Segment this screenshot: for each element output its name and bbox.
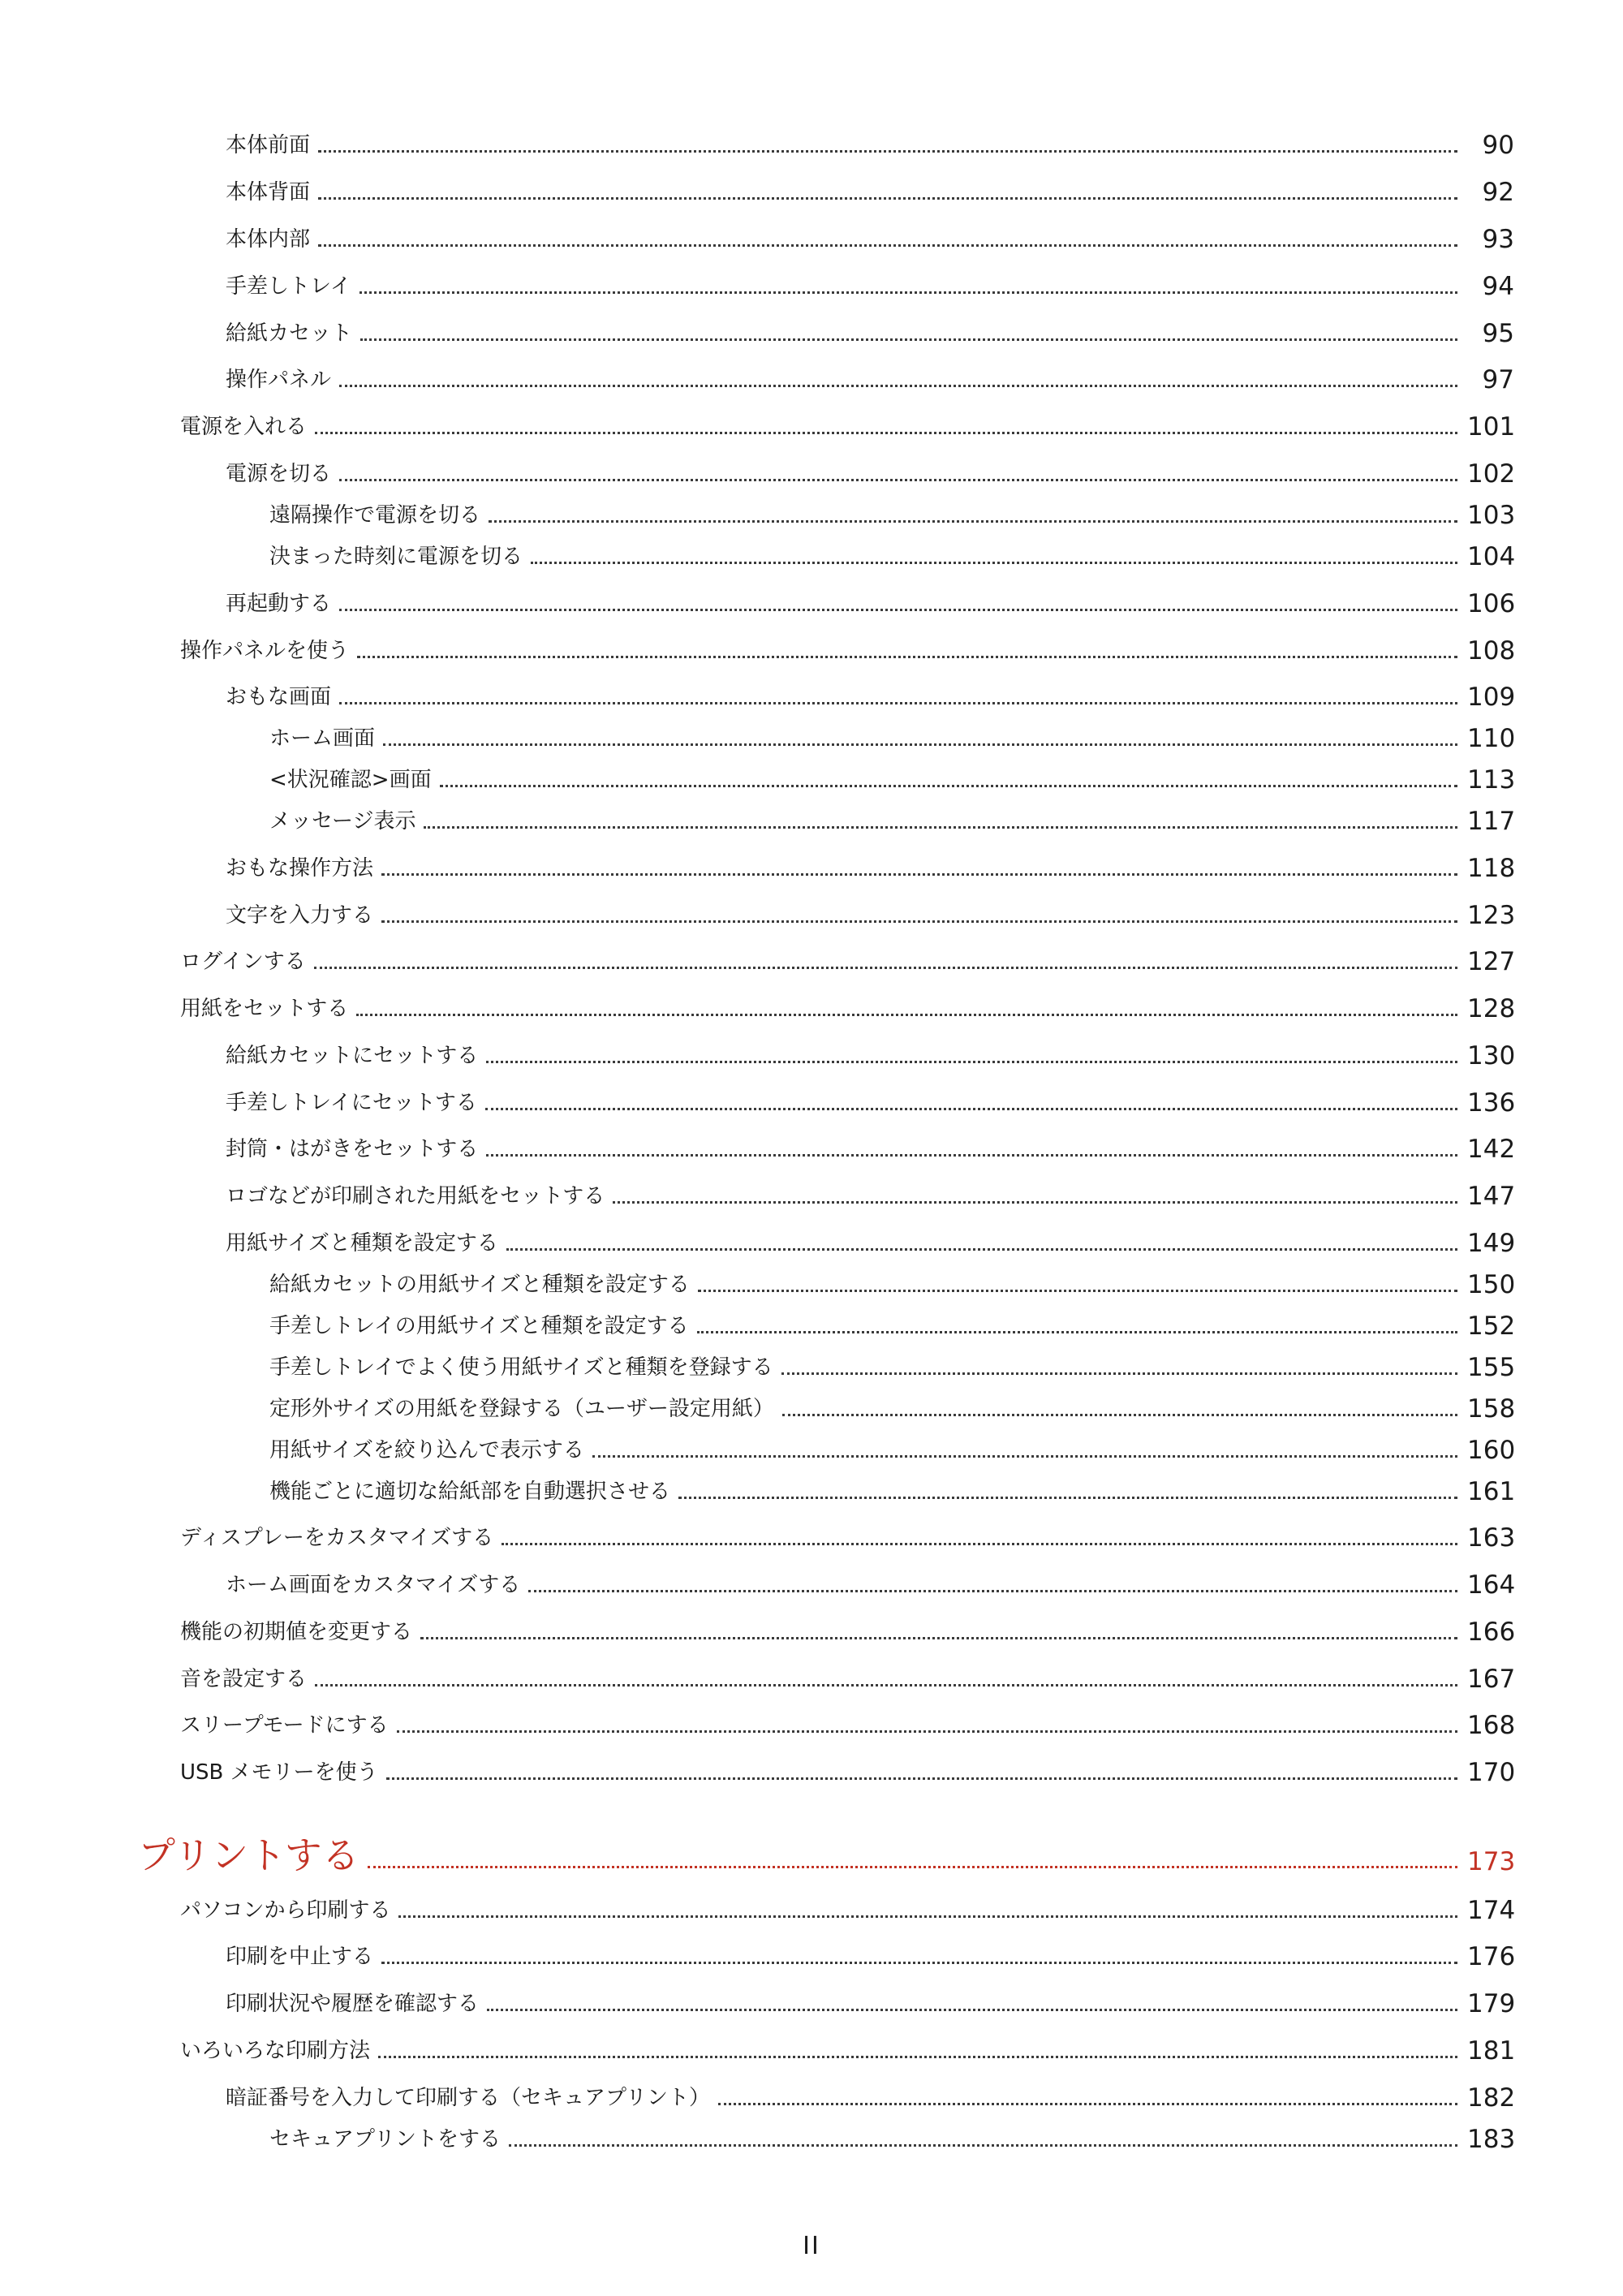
toc-entry[interactable]: おもな画面 109 (226, 683, 1516, 712)
page-number: II (803, 2232, 820, 2260)
toc-entry[interactable]: おもな操作方法 118 (226, 854, 1516, 883)
toc-entry[interactable]: 音を設定する 167 (180, 1665, 1516, 1694)
toc-entry[interactable]: 用紙をセットする 128 (180, 994, 1516, 1023)
toc-entry[interactable]: 用紙サイズと種類を設定する 149 (226, 1229, 1516, 1258)
toc-entry[interactable]: 遠隔操作で電源を切る 103 (269, 501, 1516, 530)
dot-leader (485, 1108, 1457, 1110)
toc-entry[interactable]: ホーム画面 110 (269, 724, 1516, 753)
toc-entry[interactable]: 手差しトレイ 94 (226, 272, 1514, 301)
toc-entry[interactable]: スリープモードにする 168 (180, 1711, 1516, 1740)
dot-leader (531, 562, 1457, 564)
toc-entry[interactable]: 電源を入れる 101 (180, 412, 1516, 442)
dot-leader (378, 2056, 1457, 2058)
dot-leader (420, 1637, 1457, 1639)
toc-entry[interactable]: <状況確認>画面 113 (269, 765, 1516, 795)
dot-leader (424, 826, 1457, 829)
dot-leader (486, 1061, 1457, 1063)
toc-entry[interactable]: 再起動する 106 (226, 589, 1516, 618)
dot-leader (318, 244, 1457, 247)
dot-leader (381, 873, 1457, 876)
dot-leader (339, 609, 1457, 611)
dot-leader (397, 1730, 1457, 1733)
toc-entry[interactable]: USB メモリーを使う 170 (180, 1758, 1516, 1787)
dot-leader (486, 1154, 1457, 1157)
toc-entry[interactable]: 給紙カセットの用紙サイズと種類を設定する 150 (269, 1270, 1516, 1299)
toc-entry[interactable]: ディスプレーをカスタマイズする 163 (180, 1523, 1516, 1553)
dot-leader (698, 1290, 1457, 1292)
dot-leader (381, 920, 1457, 923)
dot-leader (528, 1590, 1457, 1592)
dot-leader (697, 1331, 1457, 1333)
dot-leader (356, 1014, 1457, 1016)
toc-entry[interactable]: 電源を切る 102 (226, 459, 1516, 489)
toc-entry[interactable]: セキュアプリントをする 183 (269, 2125, 1516, 2154)
toc-entry[interactable]: ロゴなどが印刷された用紙をセットする 147 (226, 1182, 1516, 1211)
toc-entry[interactable]: 給紙カセットにセットする 130 (226, 1041, 1516, 1070)
toc-entry[interactable]: 給紙カセット 95 (226, 319, 1514, 348)
toc-entry[interactable]: いろいろな印刷方法 181 (180, 2036, 1516, 2066)
dot-leader (315, 1684, 1457, 1686)
dot-leader (398, 1915, 1457, 1918)
dot-leader (592, 1455, 1457, 1458)
dot-leader (339, 385, 1457, 387)
toc-entry[interactable]: 操作パネル 97 (226, 365, 1514, 394)
toc-entry[interactable]: 機能ごとに適切な給紙部を自動選択させる 161 (269, 1477, 1516, 1506)
toc-entry[interactable]: メッセージ表示 117 (269, 807, 1516, 836)
toc-entry[interactable]: 文字を入力する 123 (226, 901, 1516, 930)
dot-leader (339, 702, 1457, 704)
toc-entry[interactable]: 本体背面 92 (226, 178, 1514, 207)
dot-leader (314, 967, 1457, 969)
toc-entry[interactable]: 操作パネルを使う 108 (180, 636, 1516, 666)
toc-entry[interactable]: パソコンから印刷する 174 (180, 1896, 1516, 1925)
toc-entry[interactable]: 手差しトレイでよく使う用紙サイズと種類を登録する 155 (269, 1353, 1516, 1382)
toc-entry[interactable]: 手差しトレイにセットする 136 (226, 1088, 1516, 1118)
dot-leader (318, 150, 1457, 153)
toc-entry[interactable]: 本体内部 93 (226, 225, 1514, 254)
dot-leader (357, 656, 1457, 658)
dot-leader (386, 1777, 1457, 1780)
dot-leader (383, 743, 1457, 746)
toc-entry[interactable]: 用紙サイズを絞り込んで表示する 160 (269, 1436, 1516, 1465)
dot-leader (318, 197, 1457, 200)
chapter-heading[interactable]: プリントする 173 (138, 1833, 1516, 1877)
toc-entry[interactable]: 機能の初期値を変更する 166 (180, 1618, 1516, 1647)
toc-entry[interactable]: 決まった時刻に電源を切る 104 (269, 542, 1516, 571)
dot-leader (718, 2103, 1457, 2105)
toc-entry[interactable]: 本体前面 90 (226, 131, 1514, 160)
toc-entry[interactable]: 暗証番号を入力して印刷する（セキュアプリント） 182 (226, 2083, 1516, 2113)
dot-leader (509, 2144, 1457, 2147)
dot-leader (368, 1866, 1457, 1868)
dot-leader (678, 1497, 1457, 1499)
dot-leader (440, 785, 1457, 787)
dot-leader (489, 520, 1457, 523)
toc-entry[interactable]: 手差しトレイの用紙サイズと種類を設定する 152 (269, 1312, 1516, 1341)
toc-entry[interactable]: ホーム画面をカスタマイズする 164 (226, 1570, 1516, 1600)
toc-entry[interactable]: 封筒・はがきをセットする 142 (226, 1135, 1516, 1164)
dot-leader (339, 479, 1457, 481)
dot-leader (506, 1248, 1457, 1251)
dot-leader (782, 1414, 1457, 1416)
toc-entry[interactable]: 印刷状況や履歴を確認する 179 (226, 1989, 1516, 2018)
dot-leader (613, 1201, 1457, 1204)
dot-leader (360, 338, 1457, 341)
toc-entry[interactable]: ログインする 127 (180, 947, 1516, 976)
dot-leader (502, 1543, 1457, 1545)
dot-leader (315, 432, 1457, 434)
toc-entry[interactable]: 定形外サイズの用紙を登録する（ユーザー設定用紙） 158 (269, 1394, 1516, 1424)
dot-leader (781, 1372, 1457, 1375)
toc-entry[interactable]: 印刷を中止する 176 (226, 1942, 1516, 1971)
dot-leader (359, 291, 1457, 294)
dot-leader (381, 1962, 1457, 1964)
dot-leader (487, 2009, 1457, 2011)
